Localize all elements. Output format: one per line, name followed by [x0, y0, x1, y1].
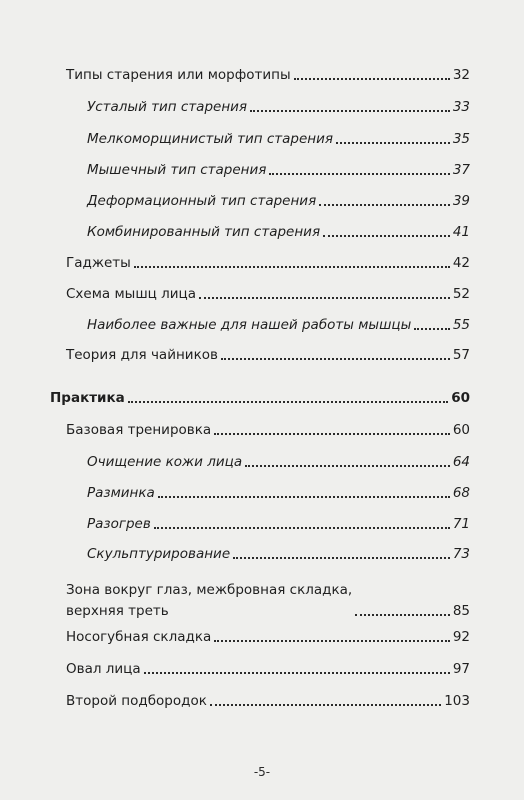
toc-entry-page: 32	[452, 67, 470, 83]
toc-leader-dots	[355, 614, 450, 616]
toc-section-title: Практика	[50, 390, 125, 406]
toc-entry-title-line-1: Зона вокруг глаз, межбровная складка,	[66, 582, 353, 598]
toc-entry-title: Мышечный тип старения	[87, 162, 267, 178]
toc-entry-page: 97	[452, 661, 470, 677]
toc-entry-title	[66, 578, 352, 620]
toc-leader-dots	[154, 527, 450, 529]
toc-leader-dots	[214, 640, 450, 642]
toc-entry-nasolabial-fold	[66, 628, 470, 646]
toc-entry-page: 71	[452, 516, 470, 532]
toc-entry-title: Базовая тренировка	[66, 422, 212, 438]
toc-leader-dots	[269, 173, 449, 175]
toc-entry-tired-type	[87, 98, 470, 116]
toc-entry-title: Овал лица	[66, 661, 141, 677]
toc-entry-warmup	[87, 484, 470, 502]
toc-leader-dots	[144, 672, 450, 674]
toc-entry-page: 60	[451, 390, 470, 406]
toc-leader-dots	[319, 204, 450, 206]
toc-entry-deformation-type	[87, 192, 470, 210]
toc-entry-title: Деформационный тип старения	[87, 193, 317, 209]
toc-entry-title: Мелкоморщинистый тип старения	[87, 131, 334, 147]
toc-entry-page: 68	[452, 485, 470, 501]
toc-entry-fine-wrinkle-type	[87, 130, 470, 148]
toc-entry-basic-training	[66, 421, 470, 439]
toc-leader-dots	[294, 78, 450, 80]
toc-entry-heating	[87, 515, 470, 533]
toc-entry-muscle-type	[87, 161, 470, 179]
toc-entry-title: Разогрев	[87, 516, 151, 532]
toc-entry-page: 42	[452, 255, 470, 271]
toc-entry-title: Скульптурирование	[87, 546, 231, 562]
toc-entry-title: Гаджеты	[66, 255, 131, 271]
toc-entry-title: Типы старения или морфотипы	[66, 67, 291, 83]
toc-entry-page: 55	[452, 317, 470, 333]
toc-leader-dots	[323, 235, 450, 237]
toc-entry-page: 35	[452, 131, 470, 147]
toc-leader-dots	[128, 401, 448, 403]
toc-entry-sculpting	[87, 545, 470, 563]
toc-section-practice	[50, 389, 470, 407]
toc-entry-page: 73	[452, 546, 470, 562]
page-number: -5-	[253, 765, 271, 779]
toc-entry-title: Разминка	[87, 485, 155, 501]
toc-entry-gadgets	[66, 254, 470, 272]
toc-entry-title: Наиболее важные для нашей работы мышцы	[87, 317, 412, 333]
toc-entry-page: 33	[452, 99, 470, 115]
toc-leader-dots	[158, 496, 450, 498]
toc-leader-dots	[250, 110, 450, 112]
toc-leader-dots	[414, 328, 450, 330]
toc-entry-face-cleansing	[87, 453, 470, 471]
toc-entry-title: Схема мышц лица	[66, 286, 197, 302]
toc-entry-title: Носогубная складка	[66, 629, 212, 645]
toc-entry-title: Второй подбородок	[66, 693, 207, 709]
toc-leader-dots	[221, 358, 450, 360]
toc-entry-page: 39	[452, 193, 470, 209]
toc-entry-page: 85	[452, 603, 470, 619]
toc-entry-page: 37	[452, 162, 470, 178]
toc-leader-dots	[134, 266, 450, 268]
toc-entry-page: 57	[452, 347, 470, 363]
toc-entry-aging-types	[66, 66, 470, 84]
toc-entry-eye-zone	[66, 578, 470, 620]
toc-leader-dots	[214, 433, 450, 435]
toc-entry-face-muscles-scheme	[66, 285, 470, 303]
toc-entry-page: 41	[452, 224, 470, 240]
toc-entry-page: 103	[444, 693, 470, 709]
toc-entry-page: 92	[452, 629, 470, 645]
toc-entry-title: Усталый тип старения	[87, 99, 248, 115]
toc-entry-page: 60	[452, 422, 470, 438]
toc-entry-title: Комбинированный тип старения	[87, 224, 321, 240]
toc-entry-title: Теория для чайников	[66, 347, 218, 363]
toc-entry-important-muscles	[87, 316, 470, 334]
toc-entry-theory-for-dummies	[66, 346, 470, 364]
toc-entry-combined-type	[87, 223, 470, 241]
toc-entry-title: Очищение кожи лица	[87, 454, 243, 470]
toc-leader-dots	[199, 297, 450, 299]
toc-entry-double-chin	[66, 692, 470, 710]
toc-entry-page: 64	[452, 454, 470, 470]
toc-leader-dots	[233, 557, 450, 559]
toc-leader-dots	[336, 142, 450, 144]
toc-leader-dots	[245, 465, 450, 467]
toc-entry-title-line-2: верхняя треть	[66, 603, 169, 619]
toc-entry-page: 52	[452, 286, 470, 302]
toc-leader-dots	[210, 704, 441, 706]
toc-entry-face-oval	[66, 660, 470, 678]
